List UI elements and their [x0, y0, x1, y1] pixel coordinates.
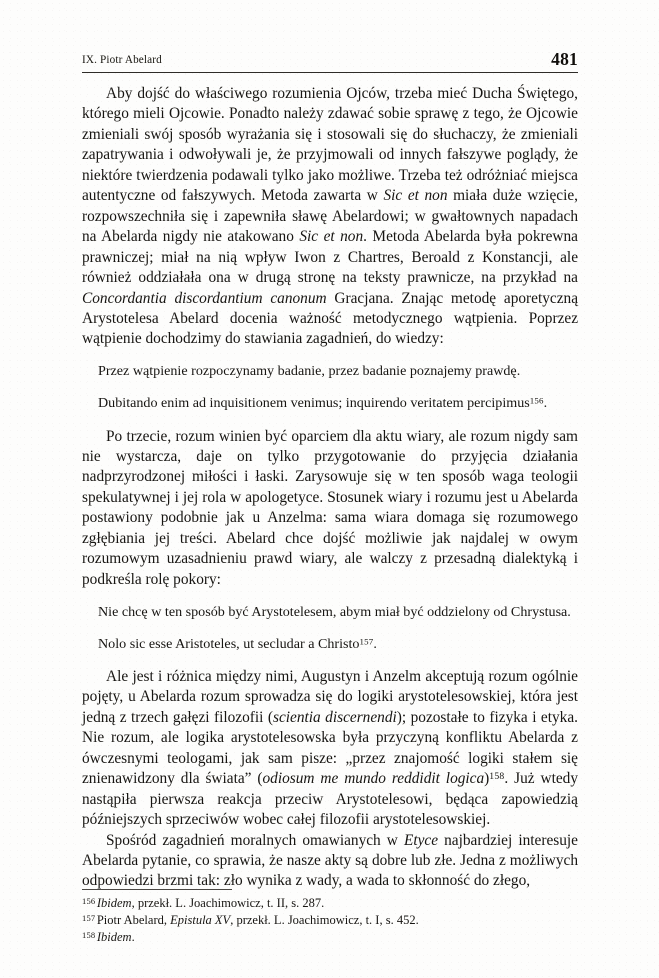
quotation-2-latin	[98, 394, 578, 414]
paragraph-2	[82, 427, 578, 591]
footnote-156-ibidem: Ibidem	[96, 896, 132, 910]
footnote-marker-158: 158	[82, 930, 96, 941]
p1-title-sic-et-non-1: Sic et non	[383, 187, 448, 205]
footnote-ref-157[interactable]: 157	[359, 636, 374, 647]
running-head	[82, 44, 578, 69]
p1-run-1: Aby dojść do właściwego rozumienia Ojców, trzeba mieć Ducha Świętego, którego mieli Ojcowie. Ponadto należy zdawać sobie sprawę z tego, że Ojcowie zmieniali swój sposób wyrażania się i stosowali się do słuchaczy, że zmieniali zapatrywania i odwoływali je, że przyjmowali od innych fałszywe poglądy, że niektóre twierdzenia podawali tylko jako możliwe. Trzeba też odróżniać miejsca autentyczne od fałszywych. Metoda zawarta w	[82, 85, 578, 205]
p3-run-1: Ale jest i różnica między nimi, Augustyn i Anzelm akceptują rozum ogólnie pojęty, u Abelarda rozum sprowadza się do logiki arystotelesowskiej, która jest jedną z trzech gałęzi filozofii (	[82, 667, 578, 726]
p3-term-scientia-discernendi: scientia discernendi	[272, 708, 397, 726]
p3-run-4: . Już wtedy nastąpiła pierwsza reakcja przeciw Arystotelesowi, będąca zapowiedzią późniejszych sprzeciwów wobec całej filozofii arystotelesowskiej.	[82, 770, 578, 829]
quote-2-tail: .	[543, 395, 548, 412]
footnote-section	[82, 889, 578, 947]
footnote-156-rest: , przekł. L. Joachimowicz, t. II, s. 287.	[131, 896, 325, 910]
p4-run-2: najbardziej interesuje Abelarda pytanie, co sprawia, że nasze akty są dobre lub złe. Jedna z możliwych odpowiedzi brzmi tak: zło wynika z wady, a wada to skłonność do złego,	[82, 831, 578, 890]
paragraph-1	[82, 84, 578, 350]
running-head-title: IX. Piotr Abelard	[82, 53, 162, 66]
p1-run-2: miała duże wzięcie, rozpowszechniła się i zapewniła sławę Abelardowi; w gwałtownych napadach na Abelarda nigdy nie atakowano	[82, 187, 578, 246]
p2-run-1: Po trzecie, rozum winien być oparciem dla aktu wiary, ale rozum nigdy sam nie wystarcza, daje on tylko przygotowanie do przyjęcia działania nadprzyrodzonej miłości i łaski. Zarysowuje się w ten sposób waga teologii spekulatywnej i jej rola w apologetyce. Stosunek wiary i rozumu jest u Abelarda postawiony podobnie jak u Anzelma: sama wiara domaga się rozumowego zgłębiania jej treści. Abelard chce dojść możliwie jak najdalej w owym rozumowym uzasadnieniu prawd wiary, ale walczy z przesadną dialektyką i podkreśla rolę pokory:	[82, 427, 578, 588]
quotation-4-latin	[98, 635, 578, 655]
p3-run-2: ); pozostałe to fizyka i etyka. Nie rozum, ale logika arystotelesowska była przyczyną konfliktu Abelarda z ówczesnymi teologami, jak sam pisze: „przez znajomość logiki stałem się znienawidzony dla świata” (	[82, 708, 578, 788]
footnote-157-lead: Piotr Abelard,	[96, 913, 171, 928]
p1-title-concordantia: Concordantia discordantium canonum	[82, 289, 327, 307]
paragraph-4	[82, 831, 578, 892]
footnote-158	[82, 929, 578, 946]
quote-1-text: Przez wątpienie rozpoczynamy badanie, przez badanie poznajemy prawdę.	[98, 363, 521, 380]
p4-title-etyka: Etyce	[403, 831, 439, 849]
footnote-separator-rule	[82, 889, 232, 890]
quote-4-tail: .	[373, 635, 377, 652]
footnote-158-ibidem: Ibidem	[96, 930, 132, 945]
p4-run-1: Spośród zagadnień moralnych omawianych w	[106, 831, 404, 849]
footnote-ref-158[interactable]: 158	[489, 771, 505, 783]
p3-run-3: )	[484, 770, 490, 788]
footnote-157-rest: , przekł. L. Joachimowicz, t. I, s. 452.	[230, 913, 419, 928]
footnote-157	[82, 912, 578, 929]
p1-run-4: Gracjana. Znając metodę aporetyczną Arystotelesa Abelard docenia ważność metodycznego wątpienia. Poprzez wątpienie dochodzimy do stawiania zagadnień, do wiedzy:	[82, 289, 579, 348]
quotation-3-polish	[98, 603, 578, 623]
paragraph-3	[82, 667, 578, 831]
p1-title-sic-et-non-2: Sic et non	[299, 228, 364, 246]
quotation-1-polish	[98, 362, 578, 382]
quote-2-text: Dubitando enim ad inquisitionem venimus; inquirendo veritatem percipimus	[98, 395, 530, 412]
footnote-marker-156: 156	[82, 895, 96, 906]
footnote-158-rest: .	[131, 930, 135, 945]
footnote-ref-156[interactable]: 156	[529, 395, 544, 406]
p3-quote-odiosum: odiosum me mundo reddidit logica	[262, 770, 485, 788]
footnote-marker-157: 157	[82, 912, 96, 923]
page-content	[82, 44, 578, 892]
p1-run-3: . Metoda Abelarda była pokrewna prawniczej; miał na nią wpływ Iwon z Chartres, Beroald z Konstancji, ale również oddziałała ona w drugą stronę na teksty prawnicze, na przykład na	[82, 228, 578, 287]
footnote-156	[82, 895, 578, 912]
page-number: 481	[551, 48, 578, 69]
quote-4-text: Nolo sic esse Aristoteles, ut secludar a Christo	[98, 635, 360, 652]
quote-3-text: Nie chcę w ten sposób być Arystotelesem, abym miał być oddzielony od Chrystusa.	[98, 603, 571, 620]
header-rule	[82, 72, 578, 73]
footnote-157-epistula: Epistula XV	[170, 913, 231, 928]
